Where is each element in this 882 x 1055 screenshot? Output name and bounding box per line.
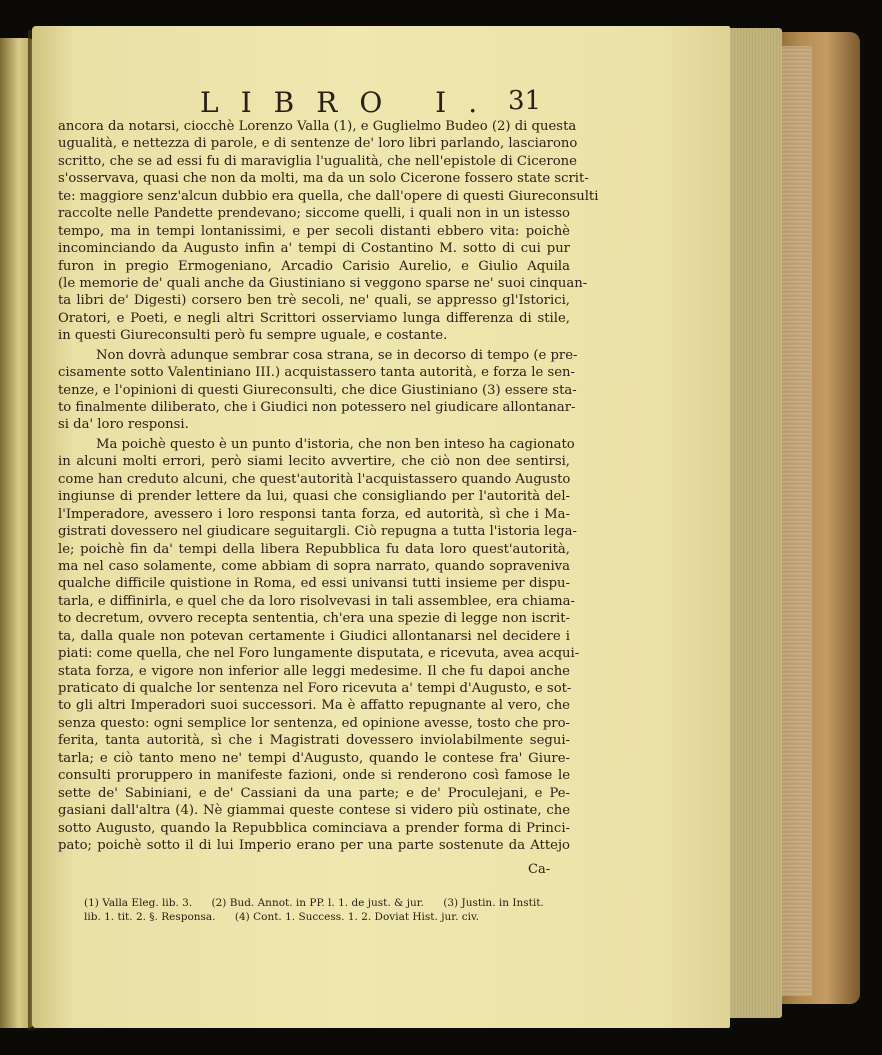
footnote-2: (2) Bud. Annot. in PP. l. 1. de just. & jur. [211, 897, 424, 909]
footnote-row [84, 910, 574, 924]
text-line: incominciando da Augusto infin a' tempi di Costantino M. sotto di cui pur [58, 241, 570, 257]
text-line: qualche difficile quistione in Roma, ed essi univansi tutti insieme per dispu- [58, 576, 570, 592]
text-line: gasiani dall'altra (4). Nè giammai queste contese si videro più ostinate, che [58, 803, 570, 819]
catchword: Ca- [528, 862, 551, 877]
text-line: raccolte nelle Pandette prendevano; siccome quelli, i quali non in un istesso [58, 206, 570, 222]
footnote-4: (4) Cont. 1. Success. 1. 2. Doviat Hist. jur. civ. [234, 911, 480, 923]
text-line: te: maggiore senz'alcun dubbio era quella, che dall'opere di questi Giureconsulti [58, 188, 599, 204]
text-line: cisamente sotto Valentiniano III.) acquistassero tanta autorità, e forza le sen- [58, 365, 575, 381]
text-line: tenze, e l'opinioni di questi Giureconsulti, che dice Giustiniano (3) essere sta- [58, 382, 577, 398]
footnote-1-cont: lib. 1. tit. 2. §. Responsa. [84, 911, 216, 923]
text-line: in alcuni molti errori, però siami lecito avvertire, che ciò non dee sentirsi, [58, 454, 570, 470]
text-line: Oratori, e Poeti, e negli altri Scrittori osserviamo lunga differenza di stile, [58, 310, 570, 326]
page-number: 31 [508, 86, 542, 116]
body-text [58, 118, 599, 854]
text-line: to decretum, ovvero recepta sententia, ch'era una spezie di legge non iscrit- [58, 611, 570, 627]
text-line: in questi Giureconsulti però fu sempre uguale, e costante. [58, 328, 448, 344]
footnote-3: (3) Justin. in Instit. [443, 897, 544, 909]
text-line: Non dovrà adunque sembrar cosa strana, se in decorso di tempo (e pre- [96, 347, 578, 363]
text-line: stata forza, e vigore non inferior alle leggi medesime. Il che fu dapoi anche [58, 663, 570, 679]
text-line: (le memorie de' quali anche da Giustiniano si veggono sparse ne' suoi cinquan- [58, 275, 588, 291]
text-line: tarla, e diffinirla, e quel che da loro risolvevasi in tali assemblee, era chiama- [58, 593, 575, 609]
text-line: si da' loro responsi. [58, 417, 189, 433]
text-line: sette de' Sabiniani, e de' Cassiani da una parte; e de' Proculejani, e Pe- [58, 785, 570, 801]
text-line: senza questo: ogni semplice lor sentenza, ed opinione avesse, tosto che pro- [58, 715, 570, 731]
page-block-edges [728, 28, 782, 1018]
footnote-1: (1) Valla Eleg. lib. 3. [84, 897, 193, 909]
text-line: sotto Augusto, quando la Repubblica cominciava a prender forma di Princi- [58, 820, 570, 836]
running-header [200, 86, 580, 120]
running-title: LIBRO I. [200, 86, 500, 119]
text-line: Ma poichè questo è un punto d'istoria, che non ben inteso ha cagionato [96, 436, 575, 452]
text-line: ta, dalla quale non potevan certamente i Giudici allontanarsi nel decidere i [58, 628, 570, 644]
text-line: pato; poichè sotto il di lui Imperio erano per una parte sostenute da Attejo [58, 837, 570, 853]
text-line: ta libri de' Digesti) corsero ben trè secoli, ne' quali, se appresso gl'Istorici, [58, 293, 570, 309]
text-line: ancora da notarsi, ciocchè Lorenzo Valla (1), e Guglielmo Budeo (2) di questa [58, 119, 577, 134]
footnote-row [84, 896, 574, 910]
text-line: ma nel caso solamente, come abbiam di sopra narrato, quando sopraveniva [58, 558, 570, 574]
text-line: to finalmente diliberato, che i Giudici non potessero nel giudicare allontanar- [58, 400, 576, 415]
text-line: scritto, che se ad essi fu di maraviglia l'ugualità, che nell'epistole di Cicerone [58, 153, 577, 169]
text-line: l'Imperadore, avessero i loro responsi tanta forza, ed autorità, sì che i Ma- [58, 506, 570, 522]
text-line: furon in pregio Ermogeniano, Arcadio Carisio Aurelio, e Giulio Aquila [58, 258, 570, 274]
text-line: praticato di qualche lor sentenza nel Foro ricevuta a' tempi d'Augusto, e sot- [58, 681, 572, 696]
cover-edge [782, 46, 812, 996]
text-line: piati: come quella, che nel Foro lungamente disputata, e ricevuta, avea acqui- [58, 646, 580, 662]
text-line: come han creduto alcuni, che quest'autorità l'acquistassero quando Augusto [58, 471, 571, 487]
text-line: gistrati dovessero nel giudicare seguitargli. Ciò repugna a tutta l'istoria lega- [58, 524, 577, 540]
footnotes [84, 896, 574, 924]
text-line: ingiunse di prender lettere da lui, quasi che consigliando per l'autorità del- [58, 489, 570, 505]
text-line: to gli altri Imperadori suoi successori. Ma è affatto repugnante al vero, che [58, 698, 570, 714]
text-line: consulti proruppero in manifeste fazioni, onde si renderono così famose le [58, 768, 570, 784]
text-line: le; poichè fin da' tempi della libera Repubblica fu data loro quest'autorità, [58, 541, 570, 557]
text-line: s'osservava, quasi che non da molti, ma da un solo Cicerone fossero state scrit- [58, 171, 589, 187]
text-line: ugualità, e nettezza di parole, e di sentenze de' loro libri parlando, lasciarono [58, 136, 578, 152]
text-line: tarla; e ciò tanto meno ne' tempi d'Augusto, quando le contese fra' Giure- [58, 750, 570, 766]
text-line: ferita, tanta autorità, sì che i Magistrati dovessero inviolabilmente segui- [58, 733, 570, 749]
text-line: tempo, ma in tempi lontanissimi, e per secoli distanti ebbero vita: poichè [58, 223, 570, 239]
